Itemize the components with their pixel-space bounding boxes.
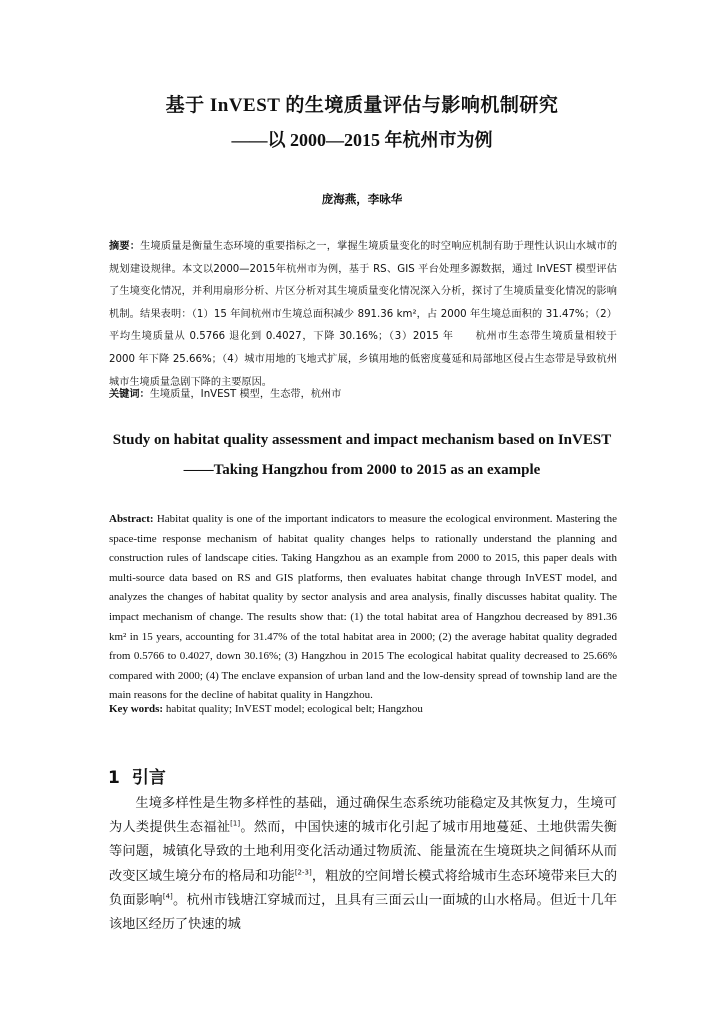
- chinese-keywords: [109, 385, 617, 405]
- english-abstract-text: Habitat quality is one of the important indicators to measure the ecological environment. Mastering the space-time response mechanism of habitat quality changes helps to rationally understand the planning and construction rules of landscape cities. Taking Hangzhou as an example from 2000 to 2015, this paper deals with multi-source data based on RS and GIS platforms, then evaluates habitat change through InVEST model, and analyzes the changes of habitat quality by sector analysis and area analysis, finally discusses habitat quality. The impact mechanism of change. The results show that: (1) the total habitat area of Hangzhou decreased by 891.36 km² in 15 years, accounting for 31.47% of the total habitat area in 2000; (2) the average habitat quality degraded from 0.5766 to 0.4027, down 30.16%; (3) Hangzhou in 2015 The ecological habitat quality decreased to 25.66% compared with 2000; (4) The enclave expansion of urban land and the low-density spread of township land are the main reasons for the decline of habitat quality in Hangzhou.: [109, 513, 617, 702]
- body-text-segment: 。杭州市钱塘江穿城而过，且具有三面云山一面城的山水格局。但近十几年该地区经历了快速的城: [109, 892, 618, 933]
- english-keywords: [109, 700, 617, 720]
- section-title: 引言: [131, 768, 166, 788]
- citation: [2-3]: [294, 868, 312, 877]
- chinese-abstract-text: 生境质量是衡量生态环境的重要指标之一，掌握生境质量变化的时空响应机制有助于理性认识山水城市的规划建设规律。本文以2000—2015年杭州市为例，基于 RS、GIS 平台处理多源数据，通过 InVEST 模型评估了生境变化情况，并利用扇形分析、片区分析对其生境质量变化情况深入分析，探讨了生境质量变化情况的影响机制。结果表明：（1）15 年间杭州市生境总面积减少 891.36 km²，占 2000 年生境总面积的 31.47%；（2）平均生境质量从 0.5766 退化到 0.4027，下降 30.16%；（3）2015 年 杭州市生态带生境质量相较于 2000 年下降 25.66%；（4）城市用地的飞地式扩展，乡镇用地的低密度蔓延和局部地区侵占生态带是导致杭州城市生境质量急剧下降的主要原因。: [109, 241, 618, 388]
- citation: [1]: [230, 819, 241, 828]
- english-keywords-label: Key words:: [109, 703, 164, 715]
- chinese-abstract: [109, 236, 617, 394]
- english-abstract: [109, 510, 617, 706]
- authors: 庞海燕，李咏华: [321, 192, 403, 206]
- paper-subtitle: ——以 2000—2015 年杭州市为例: [231, 130, 493, 150]
- section-heading: [108, 763, 166, 788]
- chinese-abstract-label: 摘要：: [109, 241, 141, 252]
- chinese-keywords-text: 生境质量，InVEST 模型，生态带，杭州市: [149, 389, 342, 400]
- body-text-segment: 。然而，中国快速的城市化引起了城市用地蔓延、土地供需失衡等问题，城镇化导致的土地利用变化活动通过物质流、能量流在生境斑块之间循环从而改变区域生境分布的格局和功能: [109, 820, 617, 884]
- section-number: 1: [108, 768, 120, 788]
- english-title: Study on habitat quality assessment and impact mechanism based on InVEST: [112, 432, 612, 448]
- citation: [4]: [162, 892, 173, 901]
- paper-title: 基于 InVEST 的生境质量评估与影响机制研究: [165, 95, 559, 116]
- body-paragraph: [109, 792, 617, 937]
- chinese-keywords-label: 关键词：: [109, 389, 150, 400]
- english-abstract-label: Abstract:: [109, 513, 154, 525]
- body-text-segment: 生境多样性是生物多样性的基础，通过确保生态系统功能稳定及其恢复力，生境可为人类提供生态福祉: [109, 796, 617, 836]
- english-keywords-text: habitat quality; InVEST model; ecological belt; Hangzhou: [163, 703, 423, 715]
- body-text-segment: ，粗放的空间增长模式将给城市生态环境带来巨大的负面影响: [109, 868, 618, 908]
- english-subtitle: ——Taking Hangzhou from 2000 to 2015 as an example: [183, 462, 541, 478]
